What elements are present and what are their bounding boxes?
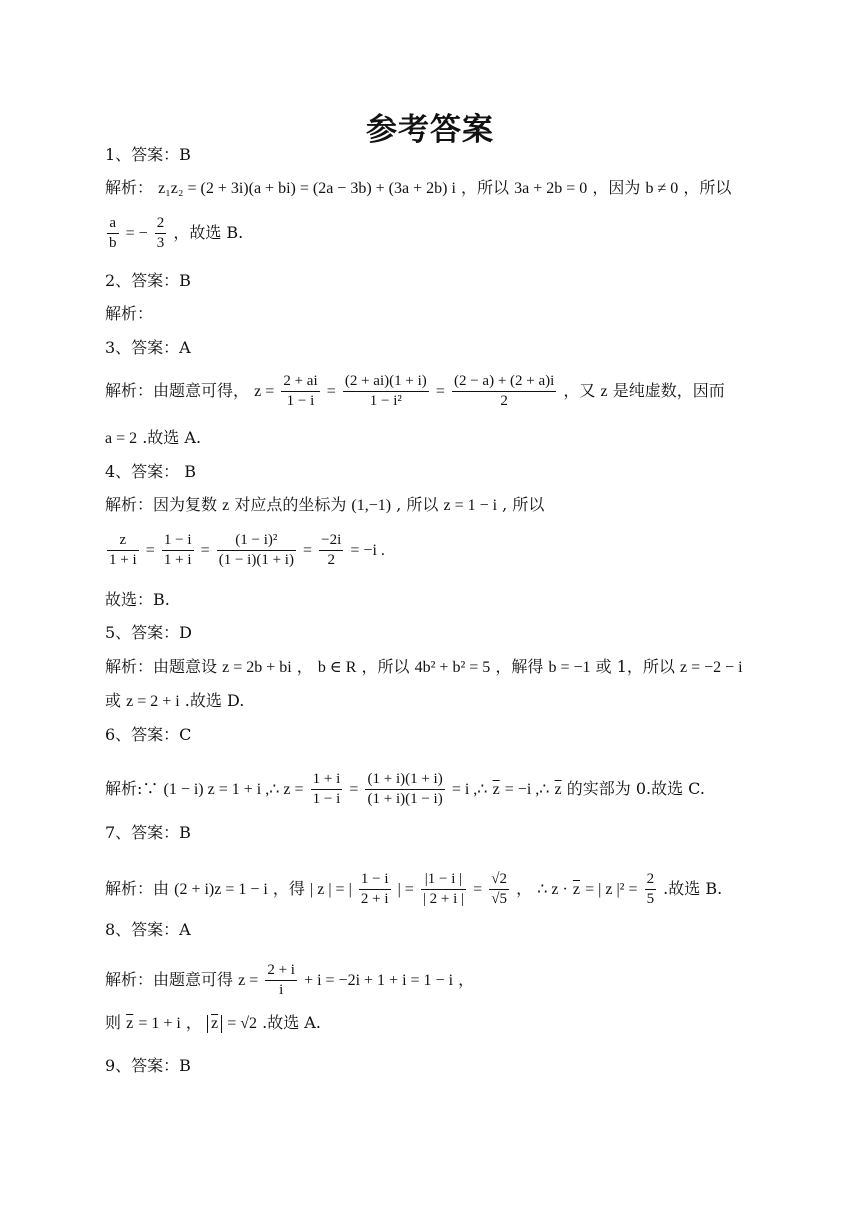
q7-f4-den: 5 — [646, 891, 655, 907]
q5-explanation-line1 — [105, 657, 743, 678]
q3-explanation-line1 — [105, 372, 725, 411]
q4-fraction-3 — [217, 531, 296, 570]
q5-e5: ，所以 — [361, 657, 410, 676]
q7-e7: ， — [516, 879, 533, 898]
q7-e11: .故选 B. — [663, 879, 723, 898]
q1-e1: 解析： — [105, 178, 154, 197]
q5-e13: .故选 D. — [184, 691, 245, 710]
q3-f2-den: 1 − i² — [369, 393, 402, 409]
q3-e8: a = 2 — [105, 430, 138, 447]
q7-e5: | = — [397, 881, 414, 898]
q4-f3-den: (1 − i)(1 + i) — [218, 552, 294, 568]
q1-e8: = − — [125, 225, 148, 242]
q8-e11: .故选 A. — [262, 1013, 321, 1032]
q8-zbar-abs: $\overline{z}$ — [207, 1015, 222, 1033]
q4-e8: = −i . — [350, 542, 385, 559]
q4-f4-den: 2 — [327, 552, 335, 568]
q3-e7: 是纯虚数，因而 — [612, 381, 725, 400]
q3-f2-num: (2 + ai)(1 + i) — [343, 372, 429, 392]
q4-e7: , 所以 — [502, 495, 545, 514]
q5-e10: z = −2 − i — [679, 659, 743, 676]
q8-e2: z = — [238, 972, 259, 989]
q8-e8: ， — [185, 1013, 202, 1032]
q8-e4: ， — [458, 970, 475, 989]
q5-e12: z = 2 + i — [126, 693, 180, 710]
q1-fraction-a-b — [107, 214, 119, 253]
q4-explanation-line1 — [105, 495, 544, 516]
q7-fraction-3 — [489, 870, 509, 909]
q4-fraction-1 — [107, 531, 139, 570]
q8-e10: = √2 — [227, 1015, 258, 1032]
q3-e3: = — [326, 383, 336, 400]
q4-eq1: = — [145, 542, 155, 559]
q6-zbar-2: $\overline{z}$ — [554, 781, 562, 798]
q8-explanation-line1 — [105, 961, 474, 1000]
q1-answer: 1、答案：B — [105, 145, 191, 164]
q2-answer: 2、答案：B — [105, 271, 191, 290]
q7-e1: 解析：由 — [105, 879, 170, 898]
q5-e3: ， — [296, 657, 313, 676]
q3-f3-den: 2 — [500, 393, 508, 409]
q7-zbar: $\overline{z}$ — [572, 881, 581, 898]
q5-e7: ，解得 — [495, 657, 544, 676]
q5-explanation-line2 — [105, 691, 244, 712]
q5-e6: 4b² + b² = 5 — [414, 659, 491, 676]
q7-e6: = — [473, 881, 483, 898]
q1-frac-num: a — [107, 214, 119, 234]
q4-explanation-line2 — [105, 531, 385, 570]
q8-explanation-line2 — [105, 1013, 321, 1034]
q7-fraction-4 — [645, 870, 657, 909]
q4-f1-den: 1 + i — [109, 552, 137, 568]
q5-e9: 或 1，所以 — [595, 657, 675, 676]
q4-fraction-2 — [162, 531, 194, 570]
q6-e3: = — [349, 781, 359, 798]
q8-answer: 8、答案：A — [105, 920, 191, 939]
q4-f2-num: 1 − i — [162, 531, 194, 551]
q6-zbar-1: $\overline{z}$ — [492, 781, 500, 798]
q8-e1: 解析：由题意可得 — [105, 970, 234, 989]
q7-fraction-2 — [421, 870, 466, 909]
q5-e1: 解析：由题意设 — [105, 657, 218, 676]
q3-f1-num: 2 + ai — [281, 372, 319, 392]
q9-answer: 9、答案：B — [105, 1056, 191, 1075]
q7-f2-num: |1 − i | — [421, 870, 466, 890]
q6-e4: = i ,∴ — [451, 781, 488, 798]
q3-f1-den: 1 − i — [286, 393, 315, 409]
q1-eq: 3a + 2b = 0 — [514, 180, 588, 197]
q3-e2: z = — [254, 383, 275, 400]
q8-f1-den: i — [279, 982, 284, 998]
q4-f2-den: 1 + i — [163, 552, 192, 568]
q1-explanation-line1 — [105, 178, 731, 199]
q1-formula: z₁z₂ = (2 + 3i)(a + bi) = (2a − 3b) + (3a + 2b) i — [158, 180, 456, 197]
q8-zbar-1: $\overline{z}$ — [126, 1015, 134, 1032]
q3-fraction-1 — [281, 372, 319, 411]
q7-f3-den: √5 — [491, 891, 508, 907]
q6-f1-den: 1 − i — [312, 791, 341, 807]
q4-fraction-4 — [319, 531, 343, 570]
q4-eq2: = — [200, 542, 210, 559]
q4-f4-num: −2i — [319, 531, 343, 551]
q5-e2: z = 2b + bi — [222, 659, 292, 676]
q1-cond: b ≠ 0 — [645, 180, 679, 197]
q1-e3: ，所以 — [461, 178, 510, 197]
q3-e9: .故选 A. — [142, 428, 202, 447]
q7-fraction-1 — [359, 870, 391, 909]
q4-e2: z — [222, 497, 230, 514]
q3-e6: z — [600, 383, 608, 400]
q6-answer: 6、答案：C — [105, 725, 192, 744]
q4-e6: z = 1 − i — [443, 497, 498, 514]
q2-explanation: 解析： — [105, 304, 154, 323]
q8-f1-num: 2 + i — [265, 961, 297, 981]
q6-fraction-1 — [311, 770, 343, 809]
q3-e1: 解析：由题意可得， — [105, 381, 250, 400]
q1-fraction-2-3 — [155, 214, 167, 253]
q1-e9: ，故选 B. — [173, 223, 244, 242]
q7-e3: ，得 — [272, 879, 305, 898]
q7-f1-num: 1 − i — [359, 870, 391, 890]
q7-e2: (2 + i)z = 1 − i — [174, 881, 268, 898]
q1-frac2-den: 3 — [156, 235, 165, 251]
q1-frac-den: b — [109, 235, 117, 251]
q4-conclusion: 故选：B. — [105, 590, 170, 609]
q6-e2: (1 − i) z = 1 + i ,∴ z = — [163, 781, 304, 798]
q4-answer: 4、答案： B — [105, 462, 197, 481]
q7-f1-den: 2 + i — [360, 891, 389, 907]
q6-fraction-2 — [365, 770, 444, 809]
q4-e4: (1,−1) — [351, 497, 392, 514]
q7-e8: ∴ z · — [537, 881, 568, 898]
q6-e1: 解析:∵ — [105, 779, 159, 798]
q3-fraction-3 — [452, 372, 556, 411]
q3-e5: ，又 — [563, 381, 596, 400]
q7-f4-num: 2 — [645, 870, 657, 890]
q7-explanation — [105, 870, 722, 909]
q6-f2-num: (1 + i)(1 + i) — [365, 770, 444, 790]
q7-f3-num: √2 — [489, 870, 509, 890]
q5-e8: b = −1 — [548, 659, 591, 676]
q8-fraction-1 — [265, 961, 297, 1000]
q6-e6: = −i ,∴ — [504, 781, 550, 798]
q3-f3-num: (2 − a) + (2 + a)i — [452, 372, 556, 392]
q7-e4: | z | = | — [310, 881, 352, 898]
q4-e5: , 所以 — [396, 495, 439, 514]
q3-fraction-2 — [343, 372, 429, 411]
q4-e3: 对应点的坐标为 — [234, 495, 347, 514]
q5-e11: 或 — [105, 691, 122, 710]
q1-frac2-num: 2 — [155, 214, 167, 234]
q3-answer: 3、答案：A — [105, 338, 191, 357]
q7-f2-den: | 2 + i | — [422, 891, 465, 907]
q1-e7: ，所以 — [683, 178, 732, 197]
q5-answer: 5、答案：D — [105, 623, 193, 642]
q4-e1: 解析：因为复数 — [105, 495, 218, 514]
q5-e4: b ∈ R — [317, 659, 357, 676]
page-title: 参考答案 — [366, 112, 494, 148]
q4-eq3: = — [303, 542, 313, 559]
q8-e3: + i = −2i + 1 + i = 1 − i — [304, 972, 454, 989]
q6-e8: 的实部为 0.故选 C. — [566, 779, 705, 798]
q3-explanation-line2 — [105, 428, 201, 449]
q1-e5: ，因为 — [592, 178, 641, 197]
q4-f3-num: (1 − i)² — [217, 531, 296, 551]
q7-answer: 7、答案：B — [105, 823, 191, 842]
q4-f1-num: z — [107, 531, 139, 551]
q6-explanation — [105, 770, 705, 809]
q3-e4: = — [435, 383, 445, 400]
q8-e7: = 1 + i — [138, 1015, 181, 1032]
q8-e5: 则 — [105, 1013, 122, 1032]
q6-f2-den: (1 + i)(1 − i) — [367, 791, 443, 807]
q7-e10: = | z |² = — [585, 881, 638, 898]
q1-explanation-line2 — [105, 214, 243, 253]
q6-f1-num: 1 + i — [311, 770, 343, 790]
